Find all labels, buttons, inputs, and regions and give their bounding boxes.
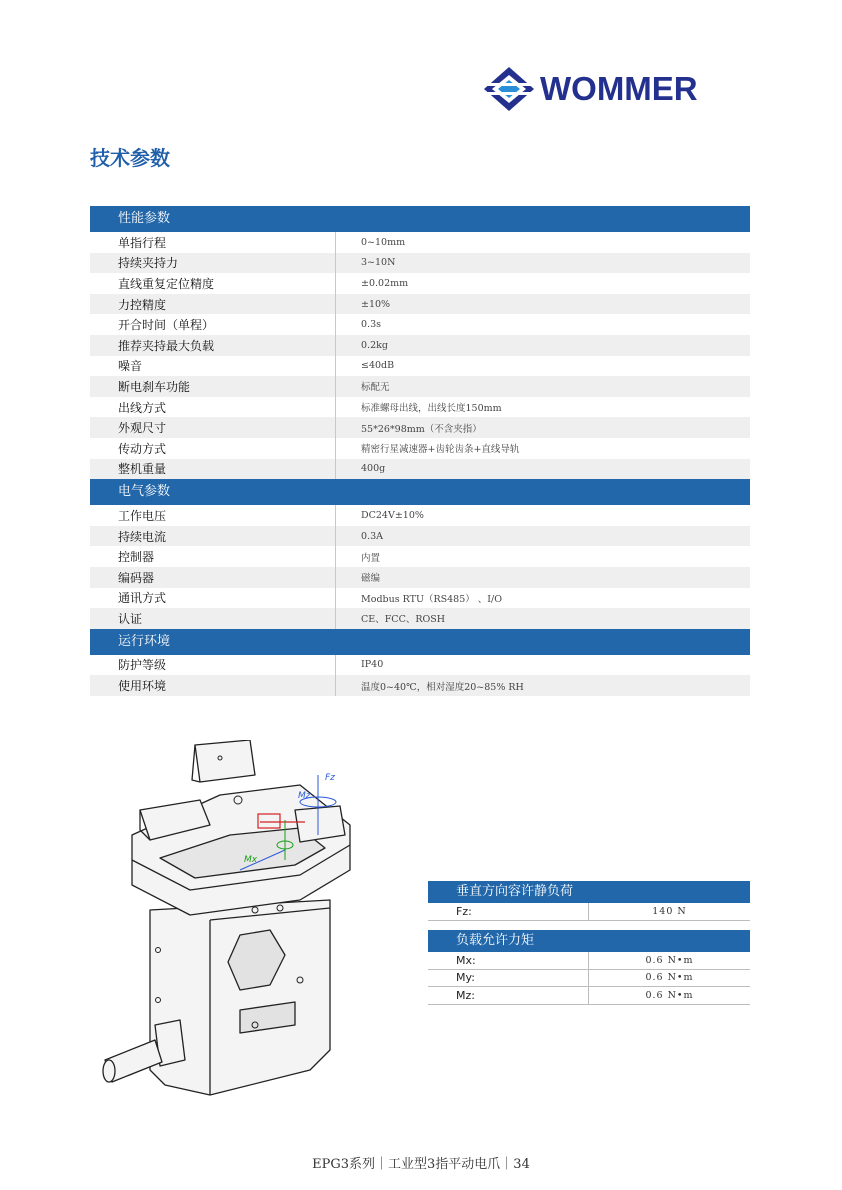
row-value: 标配无 [335,376,750,397]
table-row [90,675,750,696]
row-label: 使用环境 [118,679,167,694]
load-label: Mz: [456,988,475,1002]
mz-label: Mz [298,791,311,801]
spec-table [90,206,750,696]
product-illustration [100,740,400,1105]
row-label: 工作电压 [118,508,167,523]
table-row [90,546,750,567]
load-row [428,903,750,921]
table-row [90,397,750,418]
table-row [90,417,750,438]
row-value: 标准螺母出线，出线长度150mm [335,397,750,418]
row-label: 单指行程 [118,235,167,250]
row-label: 断电刹车功能 [118,379,191,394]
row-label: 直线重复定位精度 [118,276,215,291]
table-row [90,294,750,315]
row-label: 外观尺寸 [118,421,167,436]
row-value: 3~10N [335,253,750,274]
row-value: 0~10mm [335,232,750,253]
load-row [428,970,750,988]
table-row [90,253,750,274]
moment-load-title: 负载允许力矩 [428,930,750,952]
row-label: 出线方式 [118,400,167,415]
row-value: 精密行星减速器+齿轮齿条+直线导轨 [335,438,750,459]
load-label: Fz: [456,904,472,918]
row-label: 整机重量 [118,462,167,477]
wommer-diamond-logo-icon [482,65,536,113]
page-footer: EPG3系列｜工业型3指平动电爪｜34 [312,1157,530,1172]
table-row [90,314,750,335]
table-row [90,588,750,609]
table-row [90,567,750,588]
mx-label: Mx [244,855,258,865]
row-value: IP40 [335,655,750,676]
vertical-load-title: 垂直方向容许静负荷 [428,881,750,903]
brand-logo [482,64,722,114]
row-label: 通讯方式 [118,591,167,606]
table-row [90,356,750,377]
load-value: 0.6 N•m [588,952,750,969]
load-value: 0.6 N•m [588,970,750,987]
row-label: 开合时间（单程） [118,318,215,333]
table-row [90,273,750,294]
row-label: 认证 [118,611,143,626]
row-value: 温度0~40℃，相对湿度20~85% RH [335,675,750,696]
row-value: ±10% [335,294,750,315]
section-header: 性能参数 [90,206,750,232]
table-row [90,438,750,459]
table-row [90,608,750,629]
fz-label: Fz [325,773,335,783]
row-value: 磁编 [335,567,750,588]
row-label: 传动方式 [118,441,167,456]
table-row [90,232,750,253]
row-value: 0.3s [335,314,750,335]
load-label: Mx: [456,953,476,967]
table-row [90,376,750,397]
page-title: 技术参数 [90,146,170,170]
load-label: My: [456,971,475,985]
row-label: 噪音 [118,359,143,374]
row-value: DC24V±10% [335,505,750,526]
row-value: 0.3A [335,526,750,547]
row-value: 55*26*98mm（不含夹指） [335,417,750,438]
table-row [90,526,750,547]
table-row [90,459,750,480]
row-label: 持续夹持力 [118,256,179,271]
load-value: 0.6 N•m [588,987,750,1004]
section-header: 电气参数 [90,479,750,505]
row-value: Modbus RTU（RS485） 、I/O [335,588,750,609]
row-value: 内置 [335,546,750,567]
row-label: 推荐夹持最大负载 [118,338,215,353]
table-row [90,505,750,526]
row-label: 持续电流 [118,529,167,544]
row-value: 0.2kg [335,335,750,356]
vertical-load-table [428,881,750,921]
table-row [90,655,750,676]
row-value: CE、FCC、ROSH [335,608,750,629]
load-row [428,987,750,1005]
row-value: 400g [335,459,750,480]
row-label: 编码器 [118,570,155,585]
row-label: 力控精度 [118,297,167,312]
row-label: 防护等级 [118,658,167,673]
table-row [90,335,750,356]
row-label: 控制器 [118,550,155,565]
section-header: 运行环境 [90,629,750,655]
brand-name: WOMMER [540,70,698,107]
row-value: ±0.02mm [335,273,750,294]
load-value: 140 N [588,903,750,920]
row-value: ≤40dB [335,356,750,377]
load-row [428,952,750,970]
moment-load-table [428,930,750,1005]
